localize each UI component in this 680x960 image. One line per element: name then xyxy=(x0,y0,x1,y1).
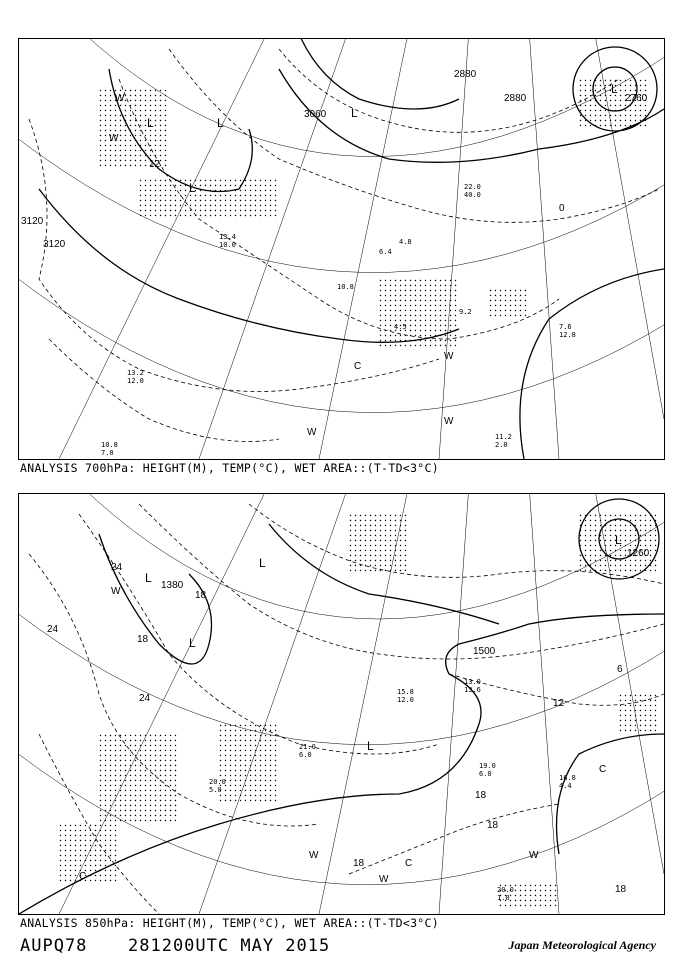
station-value: 13.2 xyxy=(127,369,144,377)
low-center: L xyxy=(367,739,374,753)
low-center: L xyxy=(259,556,266,570)
station-value: 13.0 xyxy=(464,678,481,686)
valid-time: 281200UTC MAY 2015 xyxy=(128,936,331,956)
temp-label: 18 xyxy=(353,858,365,869)
temp-label: W xyxy=(444,351,454,362)
station-value: 11.2 xyxy=(495,433,512,441)
station-value: 12.8 xyxy=(559,331,576,339)
low-center: L xyxy=(615,533,622,547)
station-value: 6.0 xyxy=(299,751,312,759)
station-value: 5.0 xyxy=(209,786,222,794)
temp-label: 12 xyxy=(553,698,565,709)
temp-label: 0 xyxy=(559,203,565,214)
chart-code: AUPQ78 xyxy=(20,936,88,956)
height-label: 3120 xyxy=(21,216,44,227)
temp-label: 24 xyxy=(111,562,123,573)
station-value: 15.8 xyxy=(397,688,414,696)
height-label: 1500 xyxy=(473,646,496,657)
low-center: L xyxy=(189,181,196,195)
station-value: 22.0 xyxy=(464,183,481,191)
temp-label: 12 xyxy=(149,159,161,170)
station-value: 4.4 xyxy=(559,782,572,790)
low-center: L xyxy=(189,636,196,650)
caption-850hpa: ANALYSIS 850hPa: HEIGHT(M), TEMP(°C), WET AREA::(T-TD<3°C) xyxy=(20,916,439,930)
temp-label: W xyxy=(379,874,389,885)
isotherms-850 xyxy=(29,504,664,914)
temp-label: 24 xyxy=(47,624,59,635)
height-label: 2880 xyxy=(454,69,477,80)
temp-label: W xyxy=(111,586,121,597)
temp-label: C xyxy=(599,764,607,775)
temp-label: C xyxy=(354,361,362,372)
temp-label: C xyxy=(79,871,87,882)
station-value: 10.0 xyxy=(219,241,236,249)
agency-name: Japan Meteorological Agency xyxy=(508,938,656,952)
station-value: 19.0 xyxy=(479,762,496,770)
map-850hpa-graphic xyxy=(19,494,664,914)
height-label: 2760 xyxy=(625,93,648,104)
height-label: 1260 xyxy=(627,548,650,559)
temp-label: 18 xyxy=(487,820,499,831)
low-center: L xyxy=(351,106,358,120)
station-value: 1.0 xyxy=(497,894,510,902)
temp-label: 18 xyxy=(195,590,207,601)
low-center: L xyxy=(145,571,152,585)
station-value: 13.4 xyxy=(219,233,236,241)
station-value: 13.6 xyxy=(464,686,481,694)
map-panel-850hpa xyxy=(18,493,665,915)
station-value: 10.8 xyxy=(101,441,118,449)
station-value: 2.0 xyxy=(495,441,508,449)
station-value: 7.6 xyxy=(559,323,572,331)
wet-area-700 xyxy=(99,79,649,349)
temp-label: 18 xyxy=(615,884,627,895)
station-value: 40.0 xyxy=(464,191,481,199)
map-panel-700hpa xyxy=(18,38,665,460)
station-value: 16.8 xyxy=(559,774,576,782)
temp-label: W xyxy=(309,850,319,861)
low-center: L xyxy=(217,116,224,130)
height-label: 3120 xyxy=(43,239,66,250)
temp-label: 18 xyxy=(475,790,487,801)
low-center: L xyxy=(147,116,154,130)
station-value: 20.0 xyxy=(209,778,226,786)
station-value: 4.8 xyxy=(399,238,412,246)
caption-700hpa: ANALYSIS 700hPa: HEIGHT(M), TEMP(°C), WET AREA::(T-TD<3°C) xyxy=(20,461,439,475)
height-label: 3060 xyxy=(304,109,327,120)
temp-label: C xyxy=(405,858,413,869)
station-value: 9.2 xyxy=(459,308,472,316)
station-value: 21.0 xyxy=(299,743,316,751)
station-value: 6.4 xyxy=(379,248,392,256)
temp-label: 24 xyxy=(139,693,151,704)
temp-label: W xyxy=(444,416,454,427)
temp-label: 18 xyxy=(137,634,149,645)
temp-label: W xyxy=(529,850,539,861)
station-value: 4.5 xyxy=(394,323,407,331)
station-value: 12.0 xyxy=(127,377,144,385)
height-label: 1380 xyxy=(161,580,184,591)
temp-label: W xyxy=(307,427,317,438)
station-value: 10.8 xyxy=(337,283,354,291)
station-value: 20.0 xyxy=(497,886,514,894)
temp-label: 6 xyxy=(617,664,623,675)
station-value: 12.0 xyxy=(397,696,414,704)
height-label: 2880 xyxy=(504,93,527,104)
station-value: 6.0 xyxy=(479,770,492,778)
temp-label: W xyxy=(109,133,119,144)
station-value: 7.0 xyxy=(101,449,114,457)
low-center: L xyxy=(611,82,618,96)
temp-label: W xyxy=(115,93,125,104)
map-700hpa-graphic xyxy=(19,39,664,459)
